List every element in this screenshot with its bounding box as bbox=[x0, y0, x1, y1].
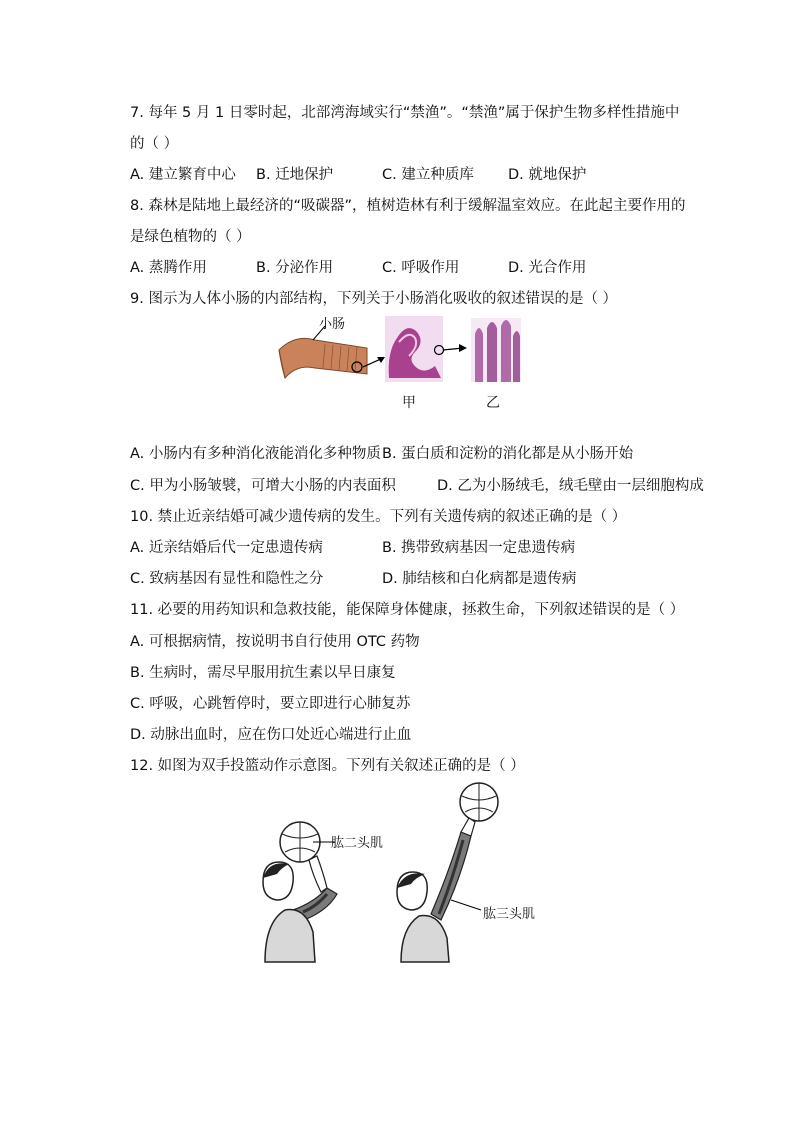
q10-option-d: D. 肺结核和白化病都是遗传病 bbox=[382, 571, 577, 587]
q7-stem-line2: 的（ ） bbox=[130, 136, 179, 152]
q11-option-d: D. 动脉出血时，应在伤口处近心端进行止血 bbox=[130, 727, 412, 743]
label-small-intestine: 小肠 bbox=[319, 317, 346, 332]
q7-option-c: C. 建立种质库 bbox=[382, 167, 474, 183]
basketball-shot-illustration bbox=[255, 782, 555, 972]
q11-option-b: B. 生病时，需尽早服用抗生素以早日康复 bbox=[130, 665, 396, 681]
label-biceps: 肱二头肌 bbox=[331, 836, 384, 851]
q9-option-c: C. 甲为小肠皱襞，可增大小肠的内表面积 bbox=[130, 478, 396, 494]
q8-stem-line2: 是绿色植物的（ ） bbox=[130, 229, 251, 245]
player-2-drawing bbox=[397, 783, 498, 962]
q9-stem: 9. 图示为人体小肠的内部结构，下列关于小肠消化吸收的叙述错误的是（ ） bbox=[130, 291, 618, 307]
q8-option-d: D. 光合作用 bbox=[508, 260, 587, 276]
q7-option-a: A. 建立繁育中心 bbox=[130, 167, 236, 183]
q7-option-b: B. 迁地保护 bbox=[256, 167, 334, 183]
q10-stem: 10. 禁止近亲结婚可减少遗传病的发生。下列有关遗传病的叙述正确的是（ ） bbox=[130, 509, 627, 525]
q10-option-c: C. 致病基因有显性和隐性之分 bbox=[130, 571, 324, 587]
q11-option-a: A. 可根据病情，按说明书自行使用 OTC 药物 bbox=[130, 634, 420, 650]
label-yi: 乙 bbox=[486, 395, 500, 411]
q8-stem-line1: 8. 森林是陆地上最经济的“吸碳器”，植树造林有利于缓解温室效应。在此起主要作用的 bbox=[130, 198, 686, 214]
q9-option-a: A. 小肠内有多种消化液能消化多种物质 bbox=[130, 446, 381, 462]
q8-option-a: A. 蒸腾作用 bbox=[130, 260, 207, 276]
player-1-drawing bbox=[263, 822, 337, 962]
q7-option-d: D. 就地保护 bbox=[508, 167, 587, 183]
q10-option-b: B. 携带致病基因一定患遗传病 bbox=[382, 540, 576, 556]
label-jia: 甲 bbox=[402, 395, 416, 411]
q11-option-c: C. 呼吸，心跳暂停时，要立即进行心肺复苏 bbox=[130, 696, 411, 712]
q8-option-c: C. 呼吸作用 bbox=[382, 260, 460, 276]
q10-option-a: A. 近亲结婚后代一定患遗传病 bbox=[130, 540, 323, 556]
label-triceps: 肱三头肌 bbox=[483, 907, 536, 922]
q9-option-d: D. 乙为小肠绒毛，绒毛壁由一层细胞构成 bbox=[437, 478, 704, 494]
q11-stem: 11. 必要的用药知识和急救技能，能保障身体健康，拯救生命，下列叙述错误的是（ ） bbox=[130, 602, 685, 618]
basketball-shot-figure bbox=[255, 782, 555, 972]
q12-stem: 12. 如图为双手投篮动作示意图。下列有关叙述正确的是（ ） bbox=[130, 758, 525, 774]
q8-option-b: B. 分泌作用 bbox=[256, 260, 334, 276]
q9-option-b: B. 蛋白质和淀粉的消化都是从小肠开始 bbox=[382, 446, 634, 462]
q7-stem-line1: 7. 每年 5 月 1 日零时起，北部湾海域实行“禁渔”。“禁渔”属于保护生物多样性措施中 bbox=[130, 105, 680, 121]
